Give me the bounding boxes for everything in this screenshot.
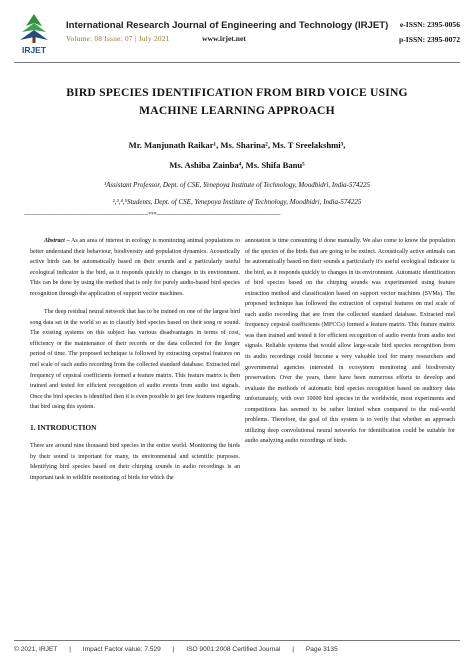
e-issn: e-ISSN: 2395-0056: [399, 20, 460, 29]
abstract-text-2: The deep residual neural network that has to be trained on one of the largest bird song data set in the world so as to classify bird species based on their song or sound. The existing systems on this subject has various disadvantages in terms of cost, efficiency or the maintenance of their records or the data collected for the longer period of time. The proposed technique is followed by extracting cepstral features on mel scale of each audio recording from the collected standard database. Extracted mel frequency of cepstral coefficients formed a feature matrix. This feature matrix is then trained and tested for efficient recognition of audio events from audio test signals. Once the bird species is identified then it is even possible to get few features regarding that bird using this system.: [30, 309, 240, 411]
footer-iso: ISO 9001:2008 Certified Journal: [186, 646, 281, 653]
header-rule: [14, 62, 460, 63]
abstract-paragraph: [30, 236, 240, 299]
introduction-text: There are around nine thousand bird species in the entire world. Monitoring the birds by their sound is important for many, its environmental and scientific purposes. Identifying bird species based on their chirping sounds in audio recordings is an important task in wildlife monitoring of birds for which the: [30, 443, 240, 481]
authors-line-1: Mr. Manjunath Raikar¹, Ms. Sharina², Ms. T Sreelakshmi³,: [128, 140, 346, 150]
authors-line-2: Ms. Ashiba Zainba⁴, Ms. Shifa Banu⁵: [169, 160, 305, 170]
irjet-logo: [12, 10, 56, 56]
logo-text: IRJET: [21, 45, 47, 55]
footer-copyright: © 2021, IRJET: [14, 646, 58, 653]
volume-issue: Volume: 08 Issue: 07 | July 2021: [66, 35, 170, 43]
footer-impact-factor: Impact Factor value: 7.529: [82, 646, 161, 653]
right-column: [245, 236, 455, 447]
abstract-label: Abstract –: [44, 238, 70, 244]
footer-page-number: Page 3135: [305, 646, 338, 653]
footer-separator: |: [69, 646, 71, 653]
affiliation-2: ²,³,⁴,⁵Students, Dept. of CSE, Yenepoya Institute of Technology, Moodbidri, India-574225: [112, 198, 362, 206]
journal-title: International Research Journal of Engineering and Technology (IRJET): [66, 20, 389, 31]
right-column-text: annotation is time consuming if done manually. We also come to know the population of the species of the birds that are going to be extinct. Acoustically active animals can be automatically based on their sounds a particularly it's useful ecological indicator is the bird, as it responds quickly to changes in its environment. Automatic identification of bird species based on the chirping sounds was experimented using feature extraction method and classification based on support vector machines (SVMs). The proposed technique has followed the extraction of cepstral features on mel scale of each audio recording that are from the collected standard database. Extracted mel frequency cepstral coefficients (MFCCs) formed a feature matrix. This feature matrix was then trained and tested it for efficient recognition of audio events from audio test signals. Reliable systems that would allow large-scale bird species recognition from its audio recordings could become a very valuable tool for many researchers and governmental agencies interested in ecosystem monitoring and biodiversity preservation. Over the years, there have been numerous efforts to develop and evaluate the methods of automatic bird species recognition based on auditory data unfortunately, with over 10000 bird species in the worldwide, most experiments and competitions has seemed to be rather limited when compared to the real-world problems. Therefore, the goal of this system is to verify that whether an approach utilizing deep convolutional neural networks for identification could be suitable for audio analyzing audio recordings of birds.: [245, 238, 455, 445]
page-footer: [14, 646, 460, 653]
section-heading-introduction: 1. INTRODUCTION: [30, 422, 97, 432]
journal-website-link[interactable]: www.irjet.net: [202, 34, 246, 43]
journal-header: [12, 10, 464, 60]
paper-title-line-1: BIRD SPECIES IDENTIFICATION FROM BIRD VOICE USING: [66, 86, 408, 99]
footer-separator: |: [292, 646, 294, 653]
p-issn: p-ISSN: 2395-0072: [399, 35, 460, 44]
paper-title-line-2: MACHINE LEARNING APPROACH: [139, 104, 335, 117]
section-divider: ---------------------------------------------------------------------***---------------------------------------------------------------------: [24, 212, 281, 218]
footer-separator: |: [172, 646, 175, 653]
left-column: [30, 236, 240, 483]
footer-rule: [14, 640, 460, 641]
affiliation-1: ¹Assistant Professor, Dept. of CSE, Yenepoya Institute of Technology, Moodbidri, India-574225: [104, 181, 370, 189]
abstract-text: As an area of interest in ecology is monitoring animal populations to better understand their behaviour, biodiversity and population dynamics. Acoustically active birds can be automatically based on their sounds and a particularly useful ecological indicator is the bird, as it responds quickly to changes in its environment. This can be done by using the method that is only for purely audio-based bird species recognition through the application of support vector machines.: [30, 238, 240, 297]
